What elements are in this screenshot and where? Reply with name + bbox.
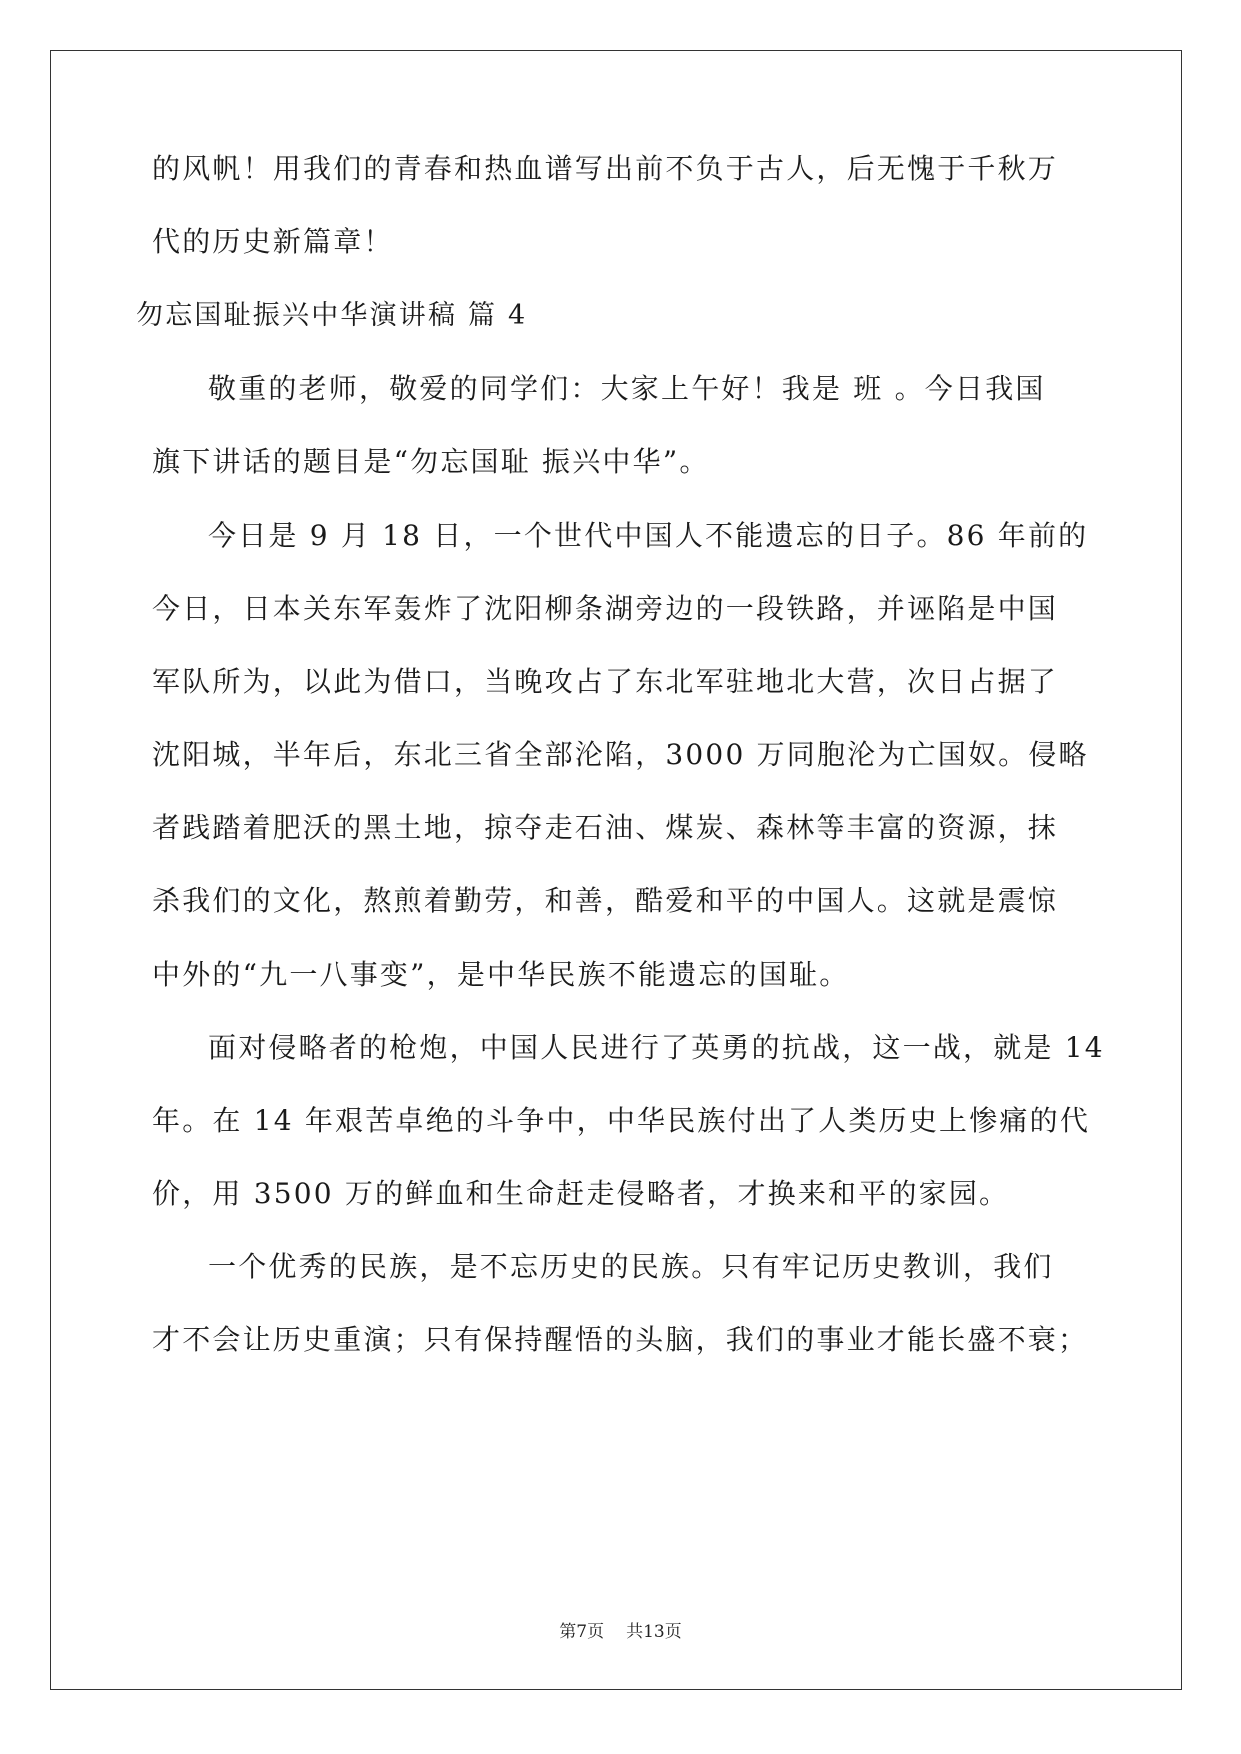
section-heading: 勿忘国耻振兴中华演讲稿 篇 4 <box>136 300 528 331</box>
text-line: 沈阳城，半年后，东北三省全部沦陷，3000 万同胞沦为亡国奴。侵略 <box>152 738 1089 771</box>
text-line: 今日，日本关东军轰炸了沈阳柳条湖旁边的一段铁路，并诬陷是中国 <box>152 592 1059 625</box>
text-line: 才不会让历史重演；只有保持醒悟的头脑，我们的事业才能长盛不衰； <box>152 1323 1089 1356</box>
page-number-current: 第7页 <box>559 1622 605 1642</box>
text-line: 年。在 14 年艰苦卓绝的斗争中，中华民族付出了人类历史上惨痛的代 <box>152 1104 1091 1137</box>
text-line: 旗下讲话的题目是“勿忘国耻 振兴中华”。 <box>152 445 710 478</box>
page-number-total: 共13页 <box>626 1622 682 1642</box>
text-line: 杀我们的文化，熬煎着勤劳，和善，酷爱和平的中国人。这就是震惊 <box>152 884 1059 917</box>
text-line: 面对侵略者的枪炮，中国人民进行了英勇的抗战，这一战，就是 14 <box>208 1031 1105 1064</box>
text-line: 军队所为，以此为借口，当晚攻占了东北军驻地北大营，次日占据了 <box>152 665 1059 698</box>
page-footer <box>0 1617 1241 1642</box>
text-line: 敬重的老师，敬爱的同学们：大家上午好！我是 班 。今日我国 <box>208 372 1046 405</box>
page-border <box>50 50 1182 1690</box>
text-line: 一个优秀的民族，是不忘历史的民族。只有牢记历史教训，我们 <box>208 1250 1054 1283</box>
text-line: 今日是 9 月 18 日，一个世代中国人不能遗忘的日子。86 年前的 <box>208 519 1089 552</box>
text-line: 中外的“九一八事变”，是中华民族不能遗忘的国耻。 <box>152 958 850 991</box>
text-line: 的风帆！用我们的青春和热血谱写出前不负于古人，后无愧于千秋万 <box>152 152 1059 185</box>
text-line: 者践踏着肥沃的黑土地，掠夺走石油、煤炭、森林等丰富的资源，抹 <box>152 811 1059 844</box>
text-line: 价，用 3500 万的鲜血和生命赶走侵略者，才换来和平的家园。 <box>152 1177 1010 1210</box>
text-line: 代的历史新篇章！ <box>152 225 394 258</box>
